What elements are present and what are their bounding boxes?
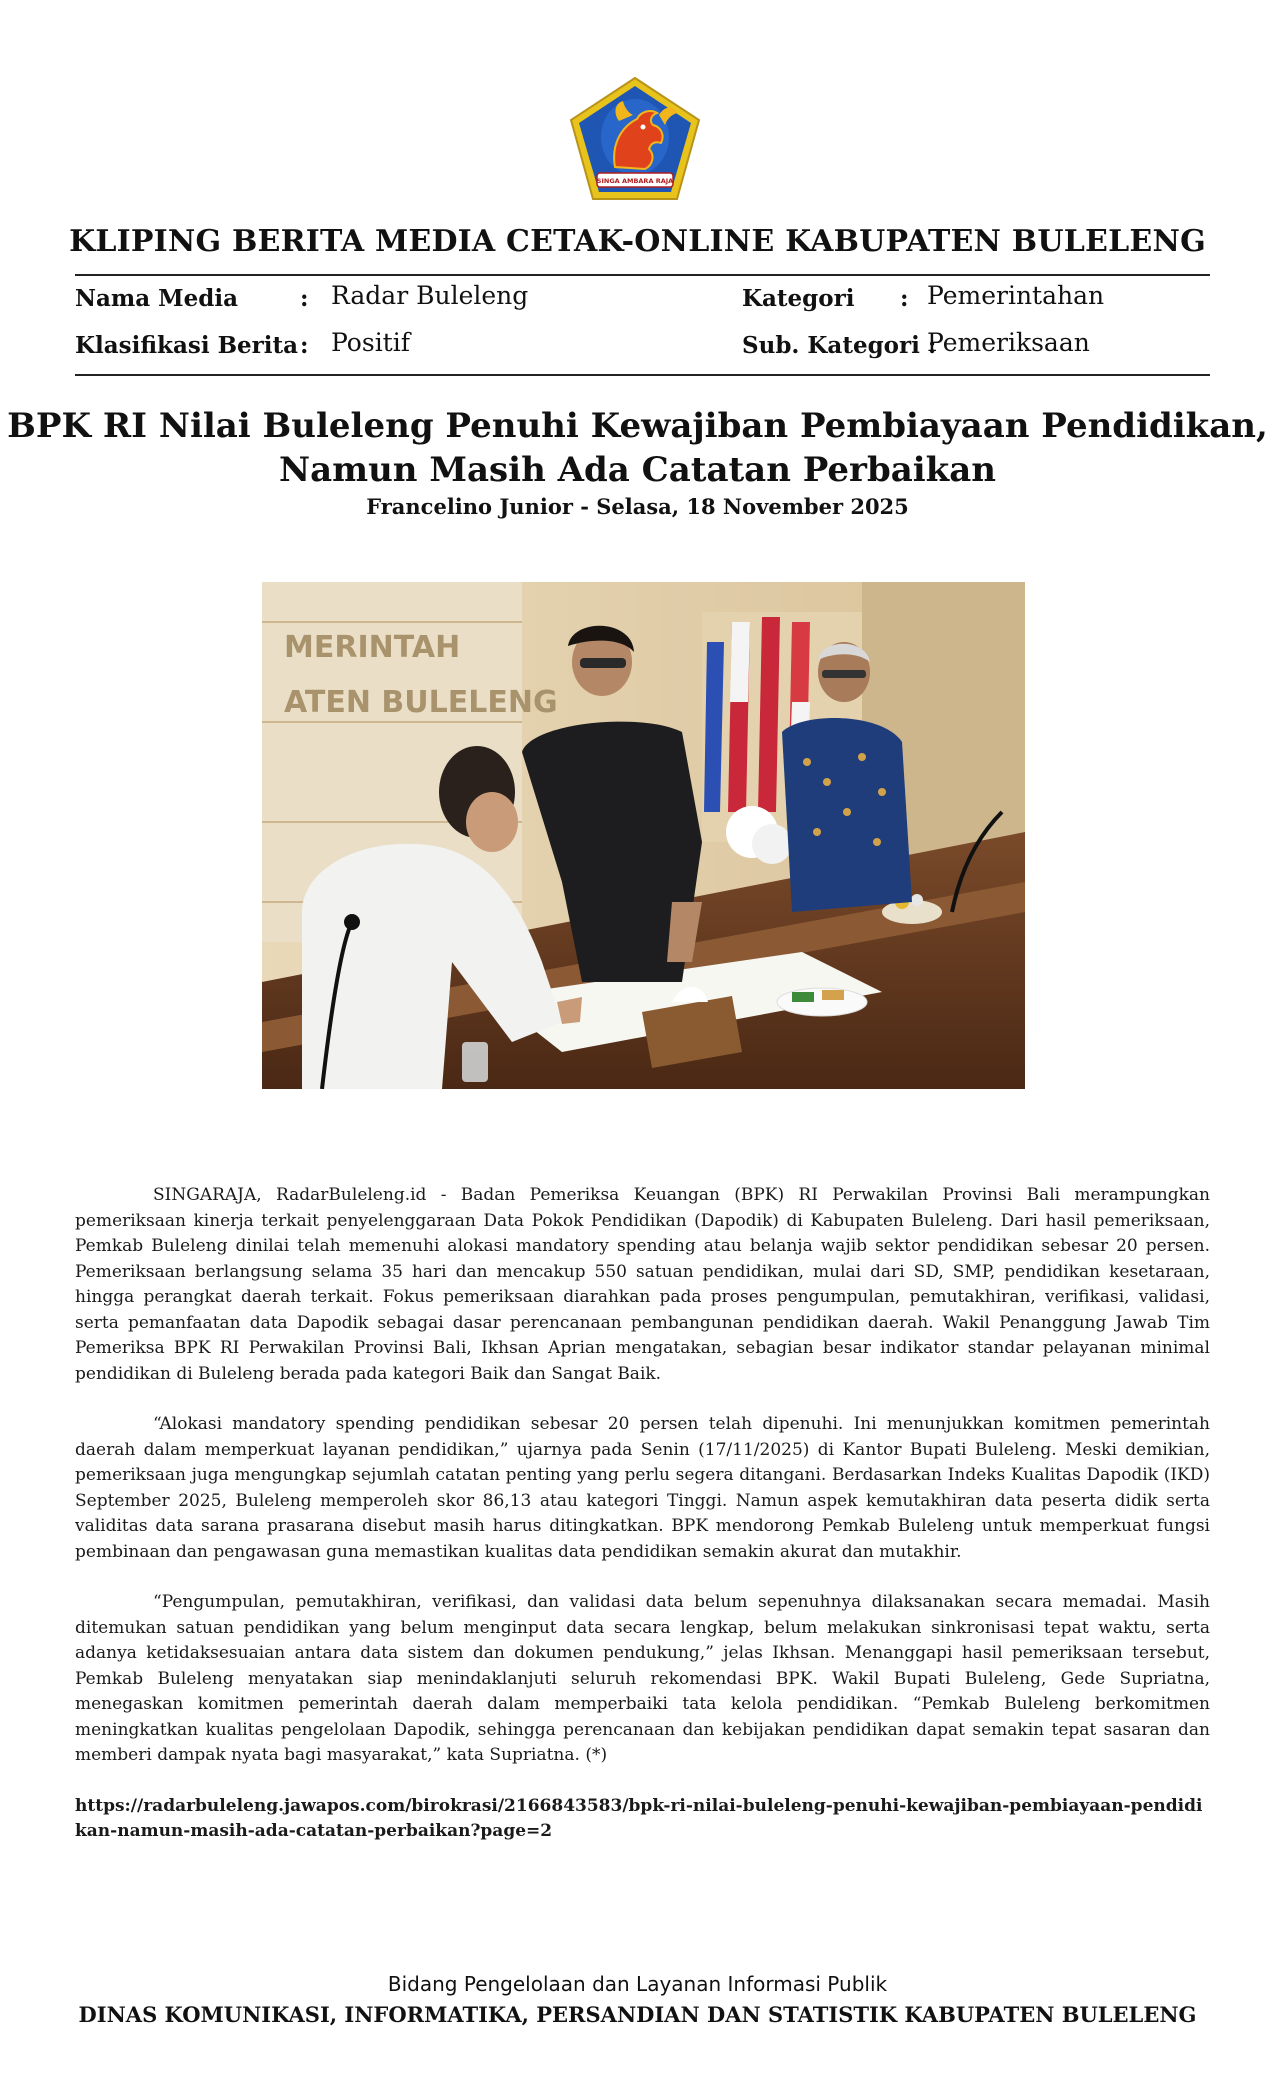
kategori-value: Pemerintahan — [927, 281, 1105, 310]
meta-sub-kategori-value-wrap — [927, 328, 1090, 358]
klasifikasi-value: Positif — [331, 328, 410, 357]
headline-line-1: BPK RI Nilai Buleleng Penuhi Kewajiban Pembiayaan Pendidikan, — [7, 406, 1268, 446]
sub-kategori-value: Pemeriksaan — [927, 328, 1090, 357]
kabupaten-buleleng-crest-icon — [567, 75, 703, 203]
photo-wall-sign-2: ATEN BULELENG — [284, 685, 558, 720]
colon: : — [300, 332, 309, 359]
article-paragraph-2: “Alokasi mandatory spending pendidikan sebesar 20 persen telah dipenuhi. Ini menunjukkan komitmen pemerintah daerah dalam memperkuat layanan pendidikan,” ujarnya pada Senin (17/11/2025) di Kantor Bupati Buleleng. Meski demikian, pemeriksaan juga mengungkap sejumlah catatan penting yang perlu segera ditangani. Berdasarkan Indeks Kualitas Dapodik (IKD) September 2025, Buleleng memperoleh skor 86,13 atau kategori Tinggi. Namun aspek kemutakhiran data peserta didik serta validitas data sarana prasarana disebut masih harus ditingkatkan. BPK mendorong Pemkab Buleleng untuk memperkuat fungsi pembinaan dan pengawasan guna memastikan kualitas data pendidikan semakin akurat dan mutakhir. — [75, 1414, 1210, 1562]
meta-nama-media — [75, 283, 238, 313]
colon: : — [300, 285, 309, 312]
photo-illustration — [262, 582, 1025, 1089]
article-paragraph-1: SINGARAJA, RadarBuleleng.id - Badan Pemeriksa Keuangan (BPK) RI Perwakilan Provinsi Bali merampungkan pemeriksaan kinerja terkait penyelenggaraan Data Pokok Pendidikan (Dapodik) di Kabupaten Buleleng. Dari hasil pemeriksaan, Pemkab Buleleng dinilai telah memenuhi alokasi mandatory spending atau belanja wajib sektor pendidikan sebesar 20 persen. Pemeriksaan berlangsung selama 35 hari dan mencakup 550 satuan pendidikan, mulai dari SD, SMP, pendidikan kesetaraan, hingga perangkat daerah terkait. Fokus pemeriksaan diarahkan pada proses pengumpulan, pemutakhiran, verifikasi, validasi, serta pemanfaatan data Dapodik sebagai dasar perencanaan pembangunan pendidikan daerah. Wakil Penanggung Jawab Tim Pemeriksa BPK RI Perwakilan Provinsi Bali, Ikhsan Aprian mengatakan, sebagian besar indikator standar pelayanan minimal pendidikan di Buleleng berada pada kategori Baik dan Sangat Baik. — [75, 1185, 1210, 1384]
article-paragraph-3: “Pengumpulan, pemutakhiran, verifikasi, dan validasi data belum sepenuhnya dilaksanakan secara memadai. Masih ditemukan satuan pendidikan yang belum menginput data secara lengkap, belum melakukan sinkronisasi tepat waktu, serta adanya ketidaksesuaian antara data sistem dan dokumen pendukung,” jelas Ikhsan. Menanggapi hasil pemeriksaan tersebut, Pemkab Buleleng menyatakan siap menindaklanjuti seluruh rekomendasi BPK. Wakil Bupati Buleleng, Gede Supriatna, menegaskan komitmen pemerintah daerah dalam memperbaiki tata kelola pendidikan. “Pemkab Buleleng berkomitmen meningkatkan kualitas pengelolaan Dapodik, sehingga perencanaan dan kebijakan pendidikan dapat semakin tepat sasaran dan memberi dampak nyata bagi masyarakat,” kata Supriatna. (*) — [75, 1592, 1210, 1765]
meta-nama-media-colon — [300, 283, 309, 313]
article-photo — [262, 582, 1025, 1089]
meta-kategori — [742, 283, 854, 313]
klasifikasi-label: Klasifikasi Berita — [75, 332, 299, 359]
meta-kategori-value-wrap — [927, 281, 1104, 311]
meta-klasifikasi — [75, 330, 298, 360]
article-body — [75, 1183, 1210, 1870]
kategori-label: Kategori — [742, 285, 855, 312]
meta-sub-kategori — [742, 330, 936, 360]
divider-top — [75, 274, 1210, 276]
nama-media-value: Radar Buleleng — [331, 281, 529, 310]
sub-kategori-label: Sub. Kategori : — [742, 332, 937, 359]
crest-motto: SINGA AMBARA RAJA — [596, 177, 674, 185]
page-title: KLIPING BERITA MEDIA CETAK-ONLINE KABUPATEN BULELENG — [69, 224, 1206, 259]
headline-line-2: Namun Masih Ada Catatan Perbaikan — [278, 450, 996, 490]
divider-bottom — [75, 374, 1210, 376]
photo-wall-sign-1: MERINTAH — [284, 630, 461, 665]
colon: : — [900, 285, 909, 312]
meta-nama-media-value-wrap — [331, 281, 528, 311]
article-byline: Francelino Junior - Selasa, 18 November 2025 — [366, 494, 909, 519]
nama-media-label: Nama Media — [75, 285, 238, 312]
footer-subtitle: Bidang Pengelolaan dan Layanan Informasi Publik — [387, 1972, 888, 1996]
meta-kategori-colon — [900, 283, 909, 313]
meta-klasifikasi-colon — [300, 330, 309, 360]
source-link[interactable]: https://radarbuleleng.jawapos.com/birokrasi/2166843583/bpk-ri-nilai-buleleng-penuhi-kewajiban-pembiayaan-pendidikan-namun-masih-ada-catatan-perbaikan?page=2 — [75, 1795, 1203, 1841]
article-headline — [0, 404, 1275, 492]
meta-klasifikasi-value-wrap — [331, 328, 410, 358]
crest-svg — [567, 75, 703, 203]
footer-agency: DINAS KOMUNIKASI, INFORMATIKA, PERSANDIAN DAN STATISTIK KABUPATEN BULELENG — [78, 2002, 1197, 2027]
